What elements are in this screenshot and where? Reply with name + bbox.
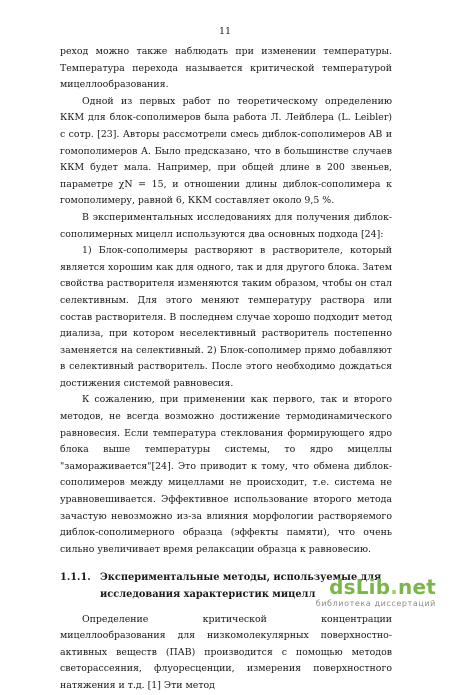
watermark-brand: dsLib.net [329,575,436,599]
watermark-logo [274,575,444,615]
paragraph: Определение критической концентрации мицеллообразования для низкомолекулярных поверхностно-активных веществ (ПАВ) производится с помощью методов светорассеяния, флуоресценции, измерения поверхностного натяжения и т.д. [1] Эти метод [60,613,392,691]
paragraph: К сожалению, при применении как первого, так и второго методов, не всегда возможно достижение термодинамического равновесия. Если температура стеклования формирующего ядро блока выше температуры системы, то ядро мицеллы "замораживается"[24]. Это приводит к тому, что обмена диблок-сополимеров между мицеллами не происходит, т.е. система не уравновешивается. Эффективное использование второго метода зачастую невозможно из-за влияния морфологии растворяемого диблок-сополимерного образца (эффекты памяти), что очень сильно увеличивает время релаксации образца к равновесию. [60,394,392,555]
paragraph: реход можно также наблюдать при изменении температуры. Температура перехода называется критической температурой мицеллообразования. [60,46,392,91]
paragraph: В экспериментальных исследованиях для получения диблок-сополимерных мицелл используются два основных подхода [24]: [60,211,392,240]
paragraph: 1) Блок-сополимеры растворяют в растворителе, который является хорошим как для одного, так и для другого блока. Затем свойства растворителя изменяются таким образом, чтобы он стал селективным. Для этого меняют температуру раствора или состав растворителя. В последнем случае хорошо подходит метод диализа, при котором неселективный растворитель постепенно заменяется на селективный. 2) Блок-сополимер прямо добавляют в селективный растворитель. После этого необходимо дождаться достижения системой равновесия. [60,245,392,389]
section-number: 1.1.1. [60,572,91,584]
page-number: 11 [218,26,232,37]
watermark-subtitle: библиотека диссертаций [315,599,436,608]
section-title: Экспериментальные методы, используемые для исследования характеристик мицелл [100,572,382,600]
paragraph: Одной из первых работ по теоретическому определению ККМ для блок-сополимеров была работа Л. Лейблера (L. Leibler) с сотр. [23]. Авторы рассмотрели смесь диблок-сополимеров AB и гомополимеров A. Было предсказано, что в большинстве случаев ККМ будет мала. Например, при общей длине в 200 звеньев, параметре χN = 15, и отношении длины диблок-сополимера к гомополимеру, равной 6, ККМ составляет около 9,5 %. [60,95,392,207]
